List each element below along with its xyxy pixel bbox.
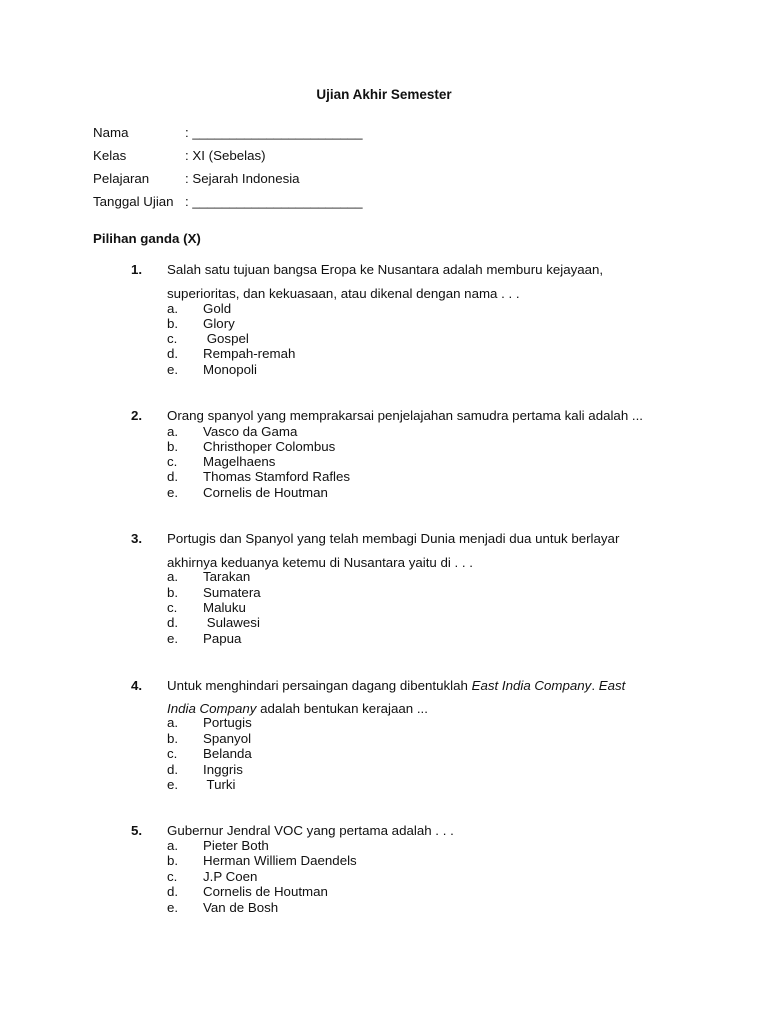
option-text: Magelhaens — [203, 454, 276, 469]
option-letter: d. — [167, 615, 179, 630]
option-letter: b. — [167, 316, 179, 331]
option-text: Van de Bosh — [203, 900, 279, 915]
option-letter: e. — [167, 631, 179, 646]
identity-value: : _______________________ — [185, 194, 363, 209]
option-letter: a. — [167, 838, 179, 853]
identity-value: : Sejarah Indonesia — [185, 171, 300, 186]
option-letter: b. — [167, 853, 179, 868]
identity-label: Tanggal Ujian — [93, 194, 174, 209]
question-text-italic: India Company — [167, 701, 257, 716]
option-text: Portugis — [203, 715, 252, 730]
option-letter: b. — [167, 731, 179, 746]
option-letter: c. — [167, 869, 178, 884]
option-text: Christhoper Colombus — [203, 439, 336, 454]
document-title: Ujian Akhir Semester — [316, 87, 452, 102]
option-text: Vasco da Gama — [203, 424, 298, 439]
option-text: Herman Williem Daendels — [203, 853, 357, 868]
option-text: Monopoli — [203, 362, 257, 377]
option-text: Spanyol — [203, 731, 252, 746]
option-text: Gospel — [203, 331, 249, 346]
question-text: Portugis dan Spanyol yang telah membagi Dunia menjadi dua untuk berlayar — [167, 531, 620, 546]
option-text: J.P Coen — [203, 869, 258, 884]
identity-label: Pelajaran — [93, 171, 150, 186]
option-text: Turki — [203, 777, 236, 792]
identity-label: Kelas — [93, 148, 127, 163]
option-letter: d. — [167, 346, 179, 361]
option-text: Cornelis de Houtman — [203, 884, 328, 899]
question-number: 3. — [131, 531, 143, 546]
option-text: Belanda — [203, 746, 252, 761]
option-letter: d. — [167, 469, 179, 484]
question-number: 1. — [131, 262, 143, 277]
option-letter: c. — [167, 600, 178, 615]
question-number: 4. — [131, 678, 143, 693]
option-letter: d. — [167, 762, 179, 777]
option-text: Rempah-remah — [203, 346, 296, 361]
question-text: Salah satu tujuan bangsa Eropa ke Nusantara adalah memburu kejayaan, — [167, 262, 604, 277]
section-title: Pilihan ganda (X) — [93, 231, 201, 246]
identity-value: : XI (Sebelas) — [185, 148, 266, 163]
option-letter: c. — [167, 454, 178, 469]
option-letter: c. — [167, 331, 178, 346]
option-text: Maluku — [203, 600, 246, 615]
question-text-plain: . — [591, 678, 599, 693]
option-letter: e. — [167, 900, 179, 915]
question-text-plain: adalah bentukan kerajaan ... — [256, 701, 428, 716]
identity-label: Nama — [93, 125, 129, 140]
option-letter: b. — [167, 439, 179, 454]
option-text: Inggris — [203, 762, 243, 777]
question-number: 5. — [131, 823, 143, 838]
question-text: Gubernur Jendral VOC yang pertama adalah . . . — [167, 823, 454, 838]
question-text-italic: East India Company — [471, 678, 592, 693]
option-letter: d. — [167, 884, 179, 899]
identity-value: : _______________________ — [185, 125, 363, 140]
question-number: 2. — [131, 408, 143, 423]
option-letter: c. — [167, 746, 178, 761]
question-text-continued: akhirnya keduanya ketemu di Nusantara yaitu di . . . — [167, 555, 473, 570]
option-text: Thomas Stamford Rafles — [203, 469, 351, 484]
option-letter: a. — [167, 715, 179, 730]
question-text-italic: East — [598, 678, 626, 693]
option-letter: a. — [167, 569, 179, 584]
option-text: Cornelis de Houtman — [203, 485, 328, 500]
question-text: Orang spanyol yang memprakarsai penjelajahan samudra pertama kali adalah ... — [167, 408, 643, 423]
option-letter: e. — [167, 362, 179, 377]
option-text: Papua — [203, 631, 242, 646]
question-text-continued: superioritas, dan kekuasaan, atau dikenal dengan nama . . . — [167, 286, 520, 301]
option-text: Sulawesi — [203, 615, 260, 630]
option-text: Pieter Both — [203, 838, 269, 853]
option-letter: e. — [167, 485, 179, 500]
question-text-plain: Untuk menghindari persaingan dagang dibentuklah — [167, 678, 472, 693]
question-text — [167, 677, 625, 695]
option-text: Glory — [203, 316, 235, 331]
option-letter: b. — [167, 585, 179, 600]
option-text: Sumatera — [203, 585, 261, 600]
option-text: Tarakan — [203, 569, 251, 584]
option-letter: a. — [167, 424, 179, 439]
option-letter: e. — [167, 777, 179, 792]
option-letter: a. — [167, 301, 179, 316]
option-text: Gold — [203, 301, 232, 316]
